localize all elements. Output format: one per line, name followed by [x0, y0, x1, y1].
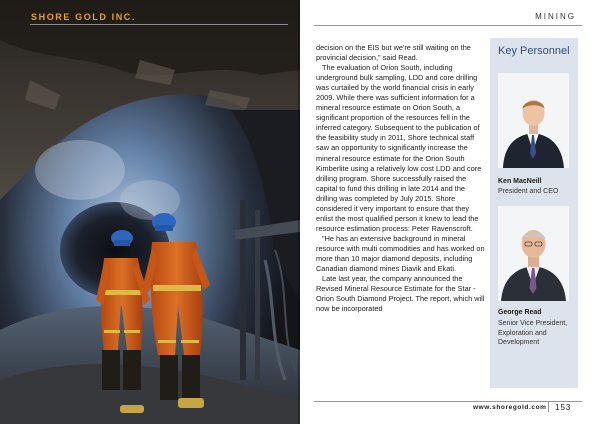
person-name: Ken MacNeill: [498, 178, 542, 185]
right-page: [300, 0, 600, 424]
section-label: MINING: [535, 12, 576, 21]
article-body: [316, 43, 488, 314]
portrait-george-read: [498, 206, 569, 301]
footer-separator: [548, 402, 549, 412]
article-paragraph: "He has an extensive background in mineral resource with multi commodities and has worked on more than 10 major diamond deposits, including Canadian diamond mines Diavik and Ekati.: [316, 233, 485, 274]
page-number: 153: [555, 403, 572, 412]
footer-website: www.shoregold.com: [473, 404, 547, 411]
sidebar-title: Key Personnel: [498, 45, 570, 57]
article-paragraph: The evaluation of Orion South, including underground bulk sampling, LDD and core drilling was curtailed by the world financial crisis in early 2009. While there was sufficient information for a mineral resource estimate on Orion South, a significant proportion of the resources fell in the inferred category. Subsequent to the publication of the feasibility study in 2011, Shore technical staff saw an opportunity to significantly increase the mineral resource estimate for the Orion South Kimberlite using a relatively low cost LDD and core drilling program. Shore successfully raised the capital to fund this drilling in late 2014 and the drilling was completed by July 2015. Shore considered it very important to ensure that they enlist the most qualified person it knew to lead the resource estimation process: Peter Ravenscroft.: [316, 63, 482, 233]
person-name: George Read: [498, 309, 542, 316]
portrait-photo-icon: [498, 73, 569, 168]
header-rule: [30, 24, 288, 25]
key-personnel-sidebar: [490, 38, 578, 388]
person-title: President and CEO: [498, 188, 559, 195]
brand-name: SHORE GOLD INC.: [31, 12, 137, 22]
left-header: [0, 0, 300, 30]
footer-rule: [314, 401, 582, 402]
article-paragraph: Late last year, the company announced the Revised Mineral Resource Estimate for the Star - Orion South Diamond Project. The report, which will now be incorporated: [316, 274, 485, 314]
portrait-photo-icon: [498, 206, 569, 301]
person-title: Senior Vice President, Exploration and Development: [498, 320, 568, 346]
header-rule: [314, 25, 582, 26]
portrait-ken-macneill: [498, 73, 569, 168]
article-paragraph: decision on the EIS but we're still waiting on the provincial decision," said Read.: [316, 43, 471, 63]
